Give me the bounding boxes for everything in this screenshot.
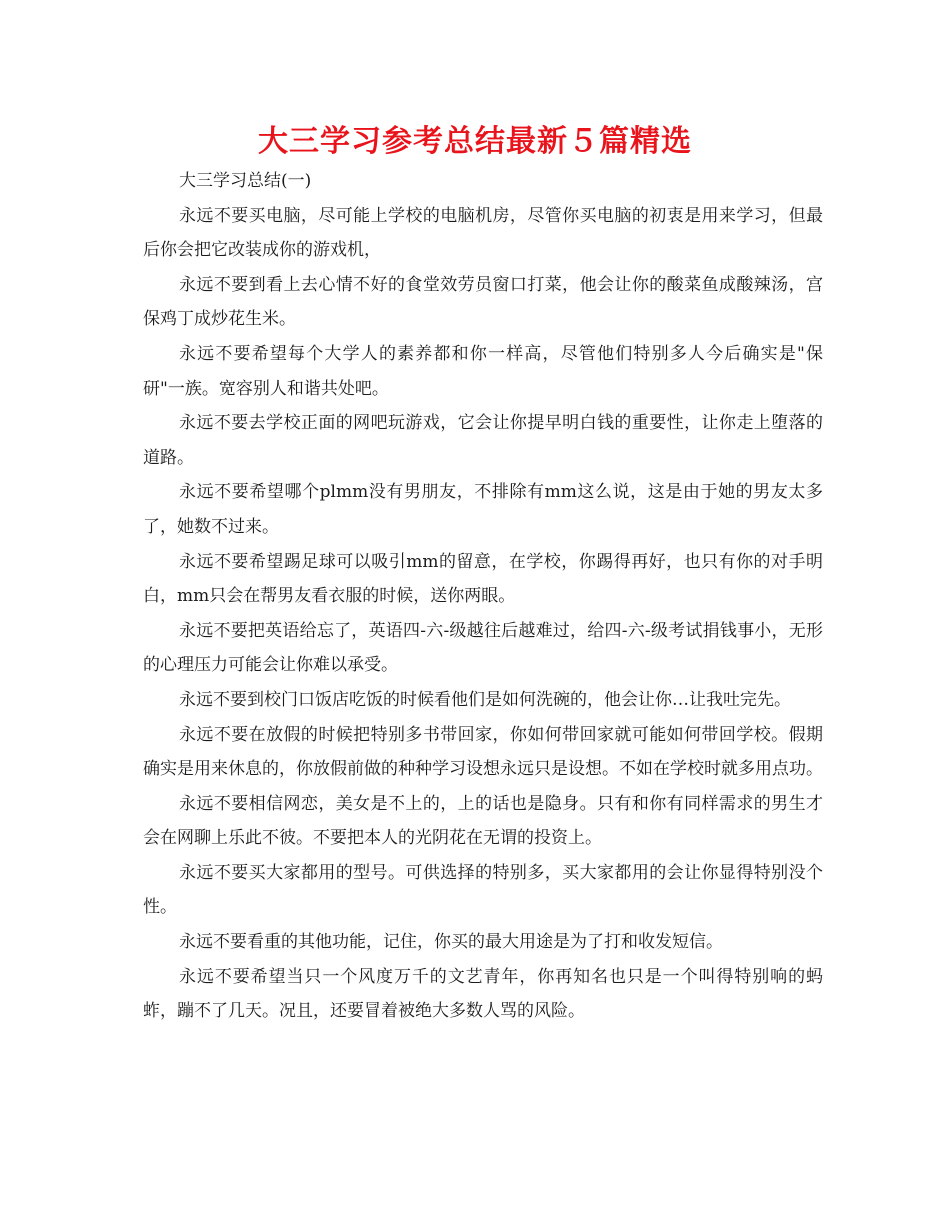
document-body bbox=[143, 164, 823, 1029]
paragraph: 永远不要买大家都用的型号。可供选择的特别多，买大家都用的会让你显得特别没个性。 bbox=[143, 862, 823, 918]
paragraph: 永远不要相信网恋，美女是不上的，上的话也是隐身。只有和你有同样需求的男生才会在网聊上乐此不彼。不要把本人的光阴花在无谓的投资上。 bbox=[143, 793, 823, 849]
paragraph: 永远不要希望哪个plmm没有男朋友，不排除有mm这么说，这是由于她的男友太多了，她数不过来。 bbox=[143, 482, 823, 537]
paragraph: 永远不要把英语给忘了，英语四-六-级越往后越难过，给四-六-级考试捐钱事小，无形的心理压力可能会让你难以承受。 bbox=[143, 620, 823, 676]
paragraph: 永远不要去学校正面的网吧玩游戏，它会让你提早明白钱的重要性，让你走上堕落的道路。 bbox=[143, 413, 823, 468]
section-subheading: 大三学习总结(一) bbox=[179, 171, 312, 191]
document-title: 大三学习参考总结最新５篇精选 bbox=[258, 124, 692, 159]
paragraph: 永远不要希望踢足球可以吸引mm的留意，在学校，你踢得再好，也只有你的对手明白，mm只会在帮男友看衣服的时候，送你两眼。 bbox=[143, 551, 823, 607]
paragraph: 永远不要到看上去心情不好的食堂效劳员窗口打菜，他会让你的酸菜鱼成酸辣汤，宫保鸡丁成炒花生米。 bbox=[143, 274, 823, 330]
paragraph: 永远不要到校门口饭店吃饭的时候看他们是如何洗碗的，他会让你…让我吐完先。 bbox=[179, 689, 791, 710]
paragraph: 永远不要买电脑，尽可能上学校的电脑机房，尽管你买电脑的初衷是用来学习，但最后你会把它改装成你的游戏机， bbox=[143, 205, 823, 261]
paragraph: 永远不要希望每个大学人的素养都和你一样高，尽管他们特别多人今后确实是"保研"一族。宽容别人和谐共处吧。 bbox=[143, 343, 823, 399]
paragraph: 永远不要在放假的时候把特别多书带回家，你如何带回家就可能如何带回学校。假期确实是用来休息的，你放假前做的种种学习设想永远只是设想。不如在学校时就多用点功。 bbox=[143, 724, 823, 780]
paragraph: 永远不要希望当只一个风度万千的文艺青年，你再知名也只是一个叫得特别响的蚂蚱，蹦不了几天。况且，还要冒着被绝大多数人骂的风险。 bbox=[143, 966, 823, 1022]
paragraph: 永远不要看重的其他功能，记住，你买的最大用途是为了打和收发短信。 bbox=[179, 932, 723, 953]
